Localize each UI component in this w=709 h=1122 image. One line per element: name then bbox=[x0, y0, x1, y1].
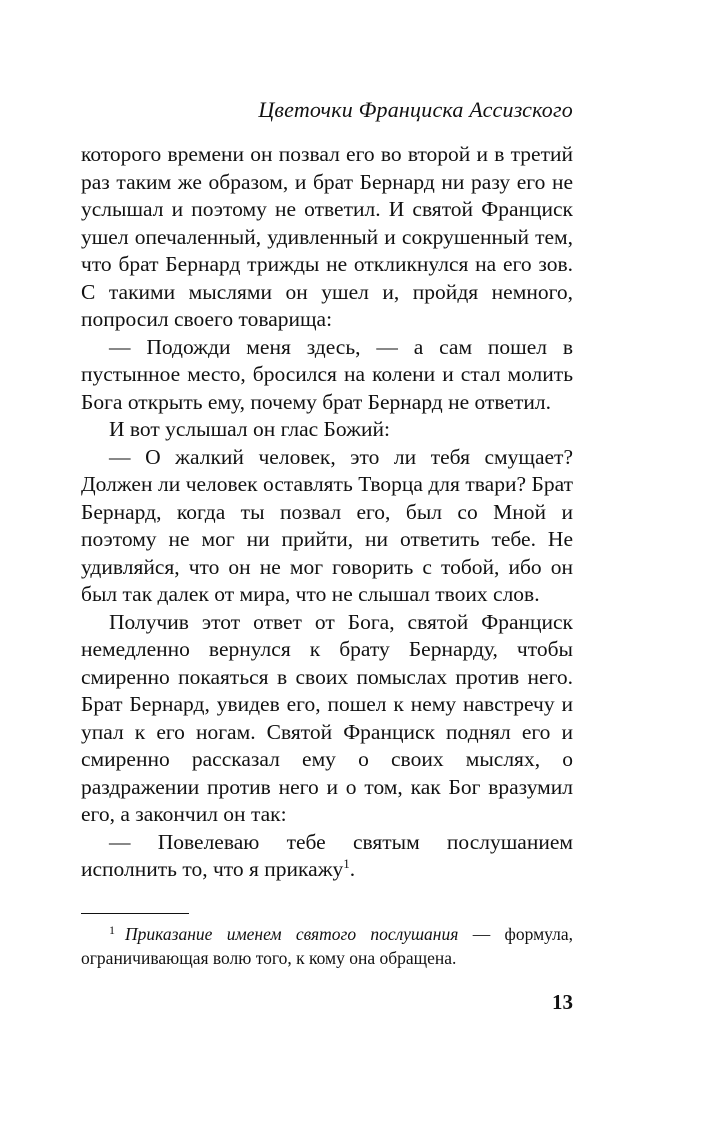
paragraph: — О жалкий человек, это ли тебя смущает? Должен ли человек оставлять Творца для твари? Брат Бернард, когда ты позвал его, был со Мной и поэтому не мог ни прийти, ни ответить тебе. Не удивляйся, что он не мог говорить с тобой, ибо он был так далек от мира, что не слышал твоих слов. bbox=[81, 444, 573, 606]
main-text bbox=[81, 141, 573, 884]
footnote-text: — формула, ограничивающая волю того, к кому она обращена. bbox=[81, 924, 573, 968]
paragraph: И вот услышал он глас Божий: bbox=[109, 417, 390, 441]
footnote-marker: 1 bbox=[109, 923, 115, 937]
period: . bbox=[349, 857, 356, 881]
paragraph: Получив этот ответ от Бога, святой Франциск немедленно вернулся к брату Бернарду, чтобы смиренно покаяться в своих помыслах против него. Брат Бернард, увидев его, пошел к нему навстречу и упал к его ногам. Святой Франциск поднял его и смиренно рассказал ему о своих мыслях, о раздражении против него и о том, как Бог вразумил его, а закончил он так: bbox=[81, 609, 573, 826]
page-number: 13 bbox=[552, 990, 573, 1014]
footnote-paragraph bbox=[81, 922, 573, 970]
paragraph-text: — Повелеваю тебе святым послушанием исполнить то, что я прикажу bbox=[81, 829, 573, 881]
footnote bbox=[81, 922, 573, 970]
paragraph bbox=[81, 829, 573, 884]
footnote-reference: 1 bbox=[343, 856, 350, 871]
running-header: Цветочки Франциска Ассизского bbox=[258, 97, 573, 122]
paragraph: которого времени он позвал его во второй и в третий раз таким же образом, и брат Бернард ни разу его не услышал и поэтому не ответил. И святой Франциск ушел опечаленный, удивленный и сокрушенный тем, что брат Бернард трижды не откликнулся на его зов. С такими мыслями он ушел и, пройдя немного, попросил своего товарища: bbox=[81, 142, 573, 331]
paragraph: — Подожди меня здесь, — а сам пошел в пустынное место, бросился на колени и стал молить Бога открыть ему, почему брат Бернард не ответил. bbox=[81, 334, 573, 414]
footnote-rule bbox=[81, 913, 189, 914]
footnote-term: Приказание именем святого послушания bbox=[125, 924, 459, 944]
